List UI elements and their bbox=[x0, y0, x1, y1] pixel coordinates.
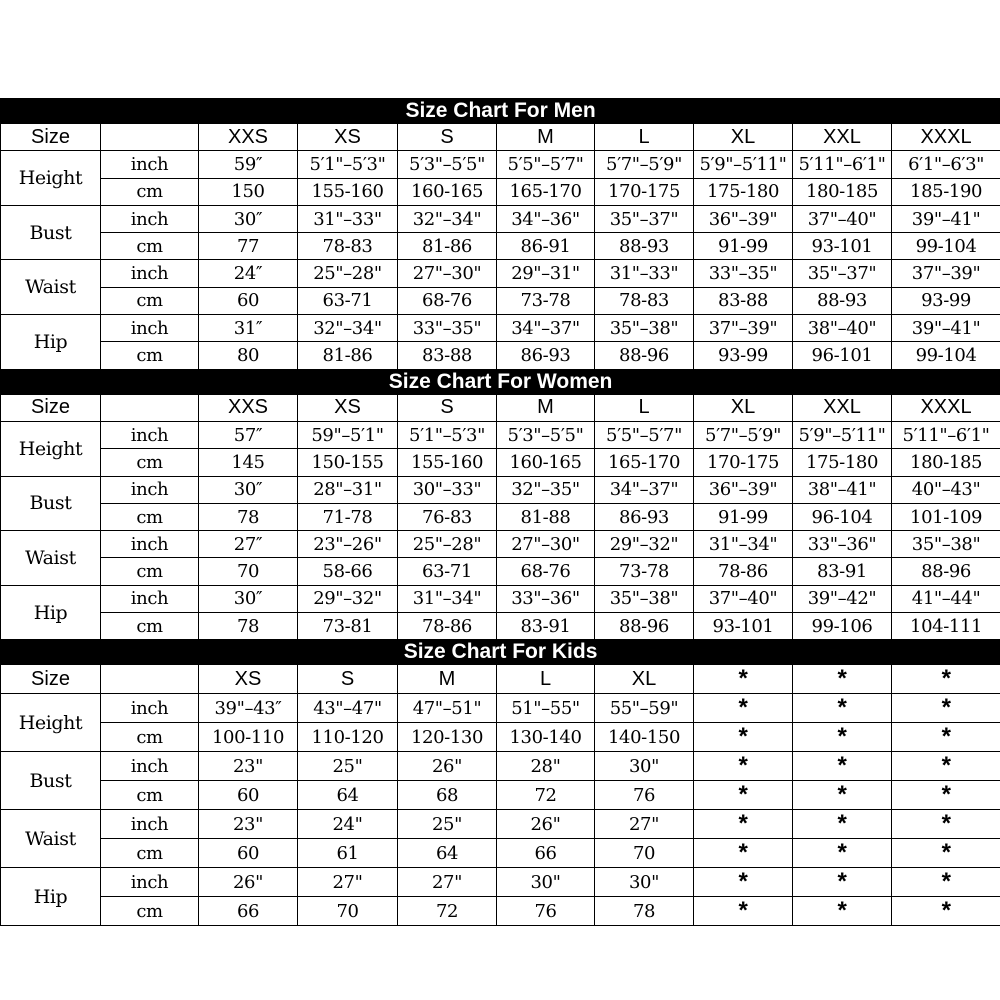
value-cell: 37"–39" bbox=[892, 260, 1000, 287]
value-cell: 88-96 bbox=[595, 613, 694, 640]
value-cell: 37"–39" bbox=[694, 315, 793, 342]
size-chart-table bbox=[0, 98, 1000, 926]
value-cell: 28"–31" bbox=[298, 476, 398, 503]
value-cell: 23" bbox=[199, 752, 298, 781]
value-cell: 39"–42" bbox=[793, 585, 892, 612]
value-cell: 30" bbox=[595, 752, 694, 781]
value-cell: 73-81 bbox=[298, 613, 398, 640]
size-header-cell: M bbox=[398, 665, 497, 694]
size-chart-for-women-title: Size Chart For Women bbox=[1, 369, 1000, 394]
value-cell: 73-78 bbox=[497, 287, 595, 314]
value-cell: 34"–37" bbox=[595, 476, 694, 503]
value-cell: 5′11"–6′1" bbox=[892, 421, 1000, 448]
value-cell: 160-165 bbox=[398, 178, 497, 205]
unit-label-inch: inch bbox=[101, 205, 199, 232]
bust-inch-row bbox=[1, 476, 1000, 503]
value-cell: 101-109 bbox=[892, 503, 1000, 530]
hip-cm-row bbox=[1, 342, 1000, 369]
value-cell: 78-86 bbox=[398, 613, 497, 640]
value-cell: 78 bbox=[595, 897, 694, 926]
value-cell: 76 bbox=[497, 897, 595, 926]
size-header-cell: XXL bbox=[793, 394, 892, 421]
unit-label-inch: inch bbox=[101, 810, 199, 839]
value-cell: * bbox=[793, 839, 892, 868]
measure-label-waist: Waist bbox=[1, 810, 101, 868]
waist-cm-row bbox=[1, 839, 1000, 868]
value-cell: 70 bbox=[298, 897, 398, 926]
value-cell: 91-99 bbox=[694, 503, 793, 530]
value-cell: 86-93 bbox=[595, 503, 694, 530]
size-header-cell: XS bbox=[199, 665, 298, 694]
size-header-cell: * bbox=[793, 665, 892, 694]
value-cell: 38"–41" bbox=[793, 476, 892, 503]
value-cell: 35"–38" bbox=[595, 585, 694, 612]
value-cell: 33"–36" bbox=[793, 531, 892, 558]
value-cell: 58-66 bbox=[298, 558, 398, 585]
unit-label-cm: cm bbox=[101, 178, 199, 205]
hip-inch-row bbox=[1, 585, 1000, 612]
hip-inch-row bbox=[1, 315, 1000, 342]
value-cell: 33"–36" bbox=[497, 585, 595, 612]
value-cell: 180-185 bbox=[793, 178, 892, 205]
value-cell: 93-99 bbox=[892, 287, 1000, 314]
value-cell: * bbox=[793, 694, 892, 723]
value-cell: 35"–38" bbox=[892, 531, 1000, 558]
value-cell: 5′3"–5′5" bbox=[497, 421, 595, 448]
value-cell: 39"–41" bbox=[892, 315, 1000, 342]
unit-label-cm: cm bbox=[101, 558, 199, 585]
value-cell: 27" bbox=[398, 868, 497, 897]
value-cell: 5′3"–5′5" bbox=[398, 151, 497, 178]
value-cell: 64 bbox=[398, 839, 497, 868]
value-cell: 61 bbox=[298, 839, 398, 868]
value-cell: * bbox=[892, 694, 1000, 723]
value-cell: 33"–35" bbox=[398, 315, 497, 342]
size-header-cell: XXXL bbox=[892, 394, 1000, 421]
value-cell: 31″ bbox=[199, 315, 298, 342]
value-cell: 34"–36" bbox=[497, 205, 595, 232]
value-cell: * bbox=[694, 839, 793, 868]
height-cm-row bbox=[1, 178, 1000, 205]
size-label: Size bbox=[1, 665, 101, 694]
unit-label-inch: inch bbox=[101, 315, 199, 342]
measure-label-waist: Waist bbox=[1, 531, 101, 586]
value-cell: 73-78 bbox=[595, 558, 694, 585]
value-cell: 88-93 bbox=[595, 233, 694, 260]
section-title-row bbox=[1, 369, 1000, 394]
waist-inch-row bbox=[1, 260, 1000, 287]
unit-label-cm: cm bbox=[101, 723, 199, 752]
value-cell: * bbox=[892, 810, 1000, 839]
unit-label-inch: inch bbox=[101, 421, 199, 448]
unit-label-cm: cm bbox=[101, 342, 199, 369]
value-cell: * bbox=[892, 868, 1000, 897]
value-cell: 27″ bbox=[199, 531, 298, 558]
value-cell: 160-165 bbox=[497, 449, 595, 476]
unit-label-inch: inch bbox=[101, 752, 199, 781]
value-cell: 110-120 bbox=[298, 723, 398, 752]
value-cell: 83-91 bbox=[793, 558, 892, 585]
unit-label-cm: cm bbox=[101, 503, 199, 530]
value-cell: 93-101 bbox=[694, 613, 793, 640]
value-cell: * bbox=[793, 868, 892, 897]
bust-cm-row bbox=[1, 503, 1000, 530]
value-cell: * bbox=[892, 839, 1000, 868]
value-cell: 47"–51" bbox=[398, 694, 497, 723]
value-cell: 33"–35" bbox=[694, 260, 793, 287]
waist-cm-row bbox=[1, 287, 1000, 314]
size-header-row bbox=[1, 124, 1000, 151]
blank-cell bbox=[101, 124, 199, 151]
unit-label-inch: inch bbox=[101, 476, 199, 503]
measure-label-height: Height bbox=[1, 421, 101, 476]
value-cell: * bbox=[793, 897, 892, 926]
value-cell: 51"–55" bbox=[497, 694, 595, 723]
value-cell: 76-83 bbox=[398, 503, 497, 530]
value-cell: 5′9"–5′11" bbox=[793, 421, 892, 448]
value-cell: 31"–33" bbox=[595, 260, 694, 287]
value-cell: 23"–26" bbox=[298, 531, 398, 558]
value-cell: * bbox=[892, 723, 1000, 752]
value-cell: 130-140 bbox=[497, 723, 595, 752]
value-cell: 5′7"–5′9" bbox=[694, 421, 793, 448]
value-cell: 165-170 bbox=[595, 449, 694, 476]
measure-label-height: Height bbox=[1, 694, 101, 752]
waist-inch-row bbox=[1, 810, 1000, 839]
value-cell: 30″ bbox=[199, 205, 298, 232]
value-cell: 76 bbox=[595, 781, 694, 810]
hip-cm-row bbox=[1, 897, 1000, 926]
value-cell: 39"–41" bbox=[892, 205, 1000, 232]
value-cell: 27"–30" bbox=[398, 260, 497, 287]
value-cell: 185-190 bbox=[892, 178, 1000, 205]
size-header-cell: L bbox=[595, 394, 694, 421]
measure-label-hip: Hip bbox=[1, 315, 101, 370]
value-cell: 155-160 bbox=[298, 178, 398, 205]
size-header-cell: L bbox=[497, 665, 595, 694]
value-cell: 30" bbox=[595, 868, 694, 897]
value-cell: 68-76 bbox=[398, 287, 497, 314]
size-header-cell: XS bbox=[298, 394, 398, 421]
value-cell: 30"–33" bbox=[398, 476, 497, 503]
unit-label-cm: cm bbox=[101, 449, 199, 476]
value-cell: 93-101 bbox=[793, 233, 892, 260]
value-cell: * bbox=[694, 694, 793, 723]
value-cell: 88-96 bbox=[892, 558, 1000, 585]
size-label: Size bbox=[1, 394, 101, 421]
value-cell: 43"–47" bbox=[298, 694, 398, 723]
size-header-cell: M bbox=[497, 394, 595, 421]
waist-inch-row bbox=[1, 531, 1000, 558]
value-cell: 86-91 bbox=[497, 233, 595, 260]
value-cell: 70 bbox=[199, 558, 298, 585]
unit-label-inch: inch bbox=[101, 694, 199, 723]
value-cell: * bbox=[793, 810, 892, 839]
value-cell: * bbox=[793, 723, 892, 752]
value-cell: 31"–33" bbox=[298, 205, 398, 232]
measure-label-waist: Waist bbox=[1, 260, 101, 315]
size-header-cell: XXL bbox=[793, 124, 892, 151]
size-header-cell: S bbox=[298, 665, 398, 694]
value-cell: 88-93 bbox=[793, 287, 892, 314]
value-cell: 83-88 bbox=[694, 287, 793, 314]
measure-label-bust: Bust bbox=[1, 205, 101, 260]
value-cell: 40"–43" bbox=[892, 476, 1000, 503]
value-cell: 57″ bbox=[199, 421, 298, 448]
size-header-cell: XXS bbox=[199, 394, 298, 421]
value-cell: 6′1"–6′3" bbox=[892, 151, 1000, 178]
value-cell: 27" bbox=[595, 810, 694, 839]
value-cell: 78 bbox=[199, 503, 298, 530]
unit-label-inch: inch bbox=[101, 531, 199, 558]
measure-label-height: Height bbox=[1, 151, 101, 206]
measure-label-bust: Bust bbox=[1, 476, 101, 531]
value-cell: 24″ bbox=[199, 260, 298, 287]
value-cell: 26" bbox=[199, 868, 298, 897]
value-cell: 32"–34" bbox=[298, 315, 398, 342]
value-cell: 60 bbox=[199, 287, 298, 314]
value-cell: 5′9"–5′11" bbox=[694, 151, 793, 178]
value-cell: 59"–5′1" bbox=[298, 421, 398, 448]
size-header-cell: XXXL bbox=[892, 124, 1000, 151]
unit-label-cm: cm bbox=[101, 233, 199, 260]
value-cell: 99-104 bbox=[892, 233, 1000, 260]
value-cell: 78-83 bbox=[595, 287, 694, 314]
size-header-row bbox=[1, 665, 1000, 694]
height-cm-row bbox=[1, 723, 1000, 752]
value-cell: 35"–37" bbox=[793, 260, 892, 287]
value-cell: * bbox=[892, 781, 1000, 810]
value-cell: 83-91 bbox=[497, 613, 595, 640]
value-cell: * bbox=[694, 723, 793, 752]
height-cm-row bbox=[1, 449, 1000, 476]
value-cell: 145 bbox=[199, 449, 298, 476]
value-cell: 66 bbox=[497, 839, 595, 868]
value-cell: 88-96 bbox=[595, 342, 694, 369]
value-cell: 31"–34" bbox=[398, 585, 497, 612]
value-cell: 120-130 bbox=[398, 723, 497, 752]
value-cell: 63-71 bbox=[298, 287, 398, 314]
bust-cm-row bbox=[1, 781, 1000, 810]
value-cell: 81-86 bbox=[398, 233, 497, 260]
value-cell: * bbox=[892, 897, 1000, 926]
value-cell: 91-99 bbox=[694, 233, 793, 260]
value-cell: * bbox=[694, 868, 793, 897]
measure-label-hip: Hip bbox=[1, 585, 101, 640]
unit-label-cm: cm bbox=[101, 839, 199, 868]
value-cell: 96-101 bbox=[793, 342, 892, 369]
value-cell: 99-106 bbox=[793, 613, 892, 640]
value-cell: 36"–39" bbox=[694, 205, 793, 232]
bust-inch-row bbox=[1, 205, 1000, 232]
value-cell: * bbox=[892, 752, 1000, 781]
size-chart-for-men-title: Size Chart For Men bbox=[1, 99, 1000, 124]
size-header-cell: XXS bbox=[199, 124, 298, 151]
value-cell: 26" bbox=[497, 810, 595, 839]
unit-label-cm: cm bbox=[101, 781, 199, 810]
value-cell: 25"–28" bbox=[398, 531, 497, 558]
value-cell: 66 bbox=[199, 897, 298, 926]
value-cell: 31"–34" bbox=[694, 531, 793, 558]
value-cell: 64 bbox=[298, 781, 398, 810]
value-cell: * bbox=[793, 752, 892, 781]
value-cell: 100-110 bbox=[199, 723, 298, 752]
value-cell: 37"–40" bbox=[793, 205, 892, 232]
value-cell: 93-99 bbox=[694, 342, 793, 369]
unit-label-inch: inch bbox=[101, 868, 199, 897]
size-header-cell: XS bbox=[298, 124, 398, 151]
value-cell: 81-88 bbox=[497, 503, 595, 530]
value-cell: 32"–35" bbox=[497, 476, 595, 503]
value-cell: 68 bbox=[398, 781, 497, 810]
value-cell: * bbox=[694, 897, 793, 926]
value-cell: 72 bbox=[398, 897, 497, 926]
value-cell: 5′5"–5′7" bbox=[595, 421, 694, 448]
value-cell: * bbox=[694, 810, 793, 839]
value-cell: 71-78 bbox=[298, 503, 398, 530]
value-cell: 5′5"–5′7" bbox=[497, 151, 595, 178]
value-cell: 78-86 bbox=[694, 558, 793, 585]
section-title-row bbox=[1, 99, 1000, 124]
size-header-cell: * bbox=[892, 665, 1000, 694]
value-cell: 77 bbox=[199, 233, 298, 260]
hip-cm-row bbox=[1, 613, 1000, 640]
size-header-cell: XL bbox=[694, 394, 793, 421]
value-cell: * bbox=[694, 752, 793, 781]
unit-label-inch: inch bbox=[101, 260, 199, 287]
value-cell: 86-93 bbox=[497, 342, 595, 369]
value-cell: 25" bbox=[398, 810, 497, 839]
measure-label-hip: Hip bbox=[1, 868, 101, 926]
height-inch-row bbox=[1, 151, 1000, 178]
value-cell: 26" bbox=[398, 752, 497, 781]
waist-cm-row bbox=[1, 558, 1000, 585]
value-cell: 5′11"–6′1" bbox=[793, 151, 892, 178]
value-cell: 63-71 bbox=[398, 558, 497, 585]
value-cell: 30″ bbox=[199, 476, 298, 503]
value-cell: * bbox=[793, 781, 892, 810]
value-cell: 104-111 bbox=[892, 613, 1000, 640]
value-cell: 32"–34" bbox=[398, 205, 497, 232]
size-header-cell: M bbox=[497, 124, 595, 151]
value-cell: 80 bbox=[199, 342, 298, 369]
size-label: Size bbox=[1, 124, 101, 151]
value-cell: 41"–44" bbox=[892, 585, 1000, 612]
value-cell: 175-180 bbox=[793, 449, 892, 476]
value-cell: 78-83 bbox=[298, 233, 398, 260]
size-header-cell: XL bbox=[595, 665, 694, 694]
blank-cell bbox=[101, 394, 199, 421]
blank-cell bbox=[101, 665, 199, 694]
value-cell: 55"–59" bbox=[595, 694, 694, 723]
value-cell: 28" bbox=[497, 752, 595, 781]
value-cell: 5′1"–5′3" bbox=[398, 421, 497, 448]
size-header-row bbox=[1, 394, 1000, 421]
value-cell: 72 bbox=[497, 781, 595, 810]
value-cell: 30" bbox=[497, 868, 595, 897]
value-cell: 34"–37" bbox=[497, 315, 595, 342]
value-cell: 170-175 bbox=[595, 178, 694, 205]
value-cell: 70 bbox=[595, 839, 694, 868]
unit-label-inch: inch bbox=[101, 151, 199, 178]
value-cell: 78 bbox=[199, 613, 298, 640]
value-cell: 37"–40" bbox=[694, 585, 793, 612]
value-cell: 35"–38" bbox=[595, 315, 694, 342]
size-chart-for-kids-title: Size Chart For Kids bbox=[1, 640, 1000, 665]
unit-label-inch: inch bbox=[101, 585, 199, 612]
value-cell: 30″ bbox=[199, 585, 298, 612]
hip-inch-row bbox=[1, 868, 1000, 897]
value-cell: 83-88 bbox=[398, 342, 497, 369]
value-cell: 39"–43″ bbox=[199, 694, 298, 723]
size-header-cell: * bbox=[694, 665, 793, 694]
value-cell: 29"–31" bbox=[497, 260, 595, 287]
value-cell: 175-180 bbox=[694, 178, 793, 205]
value-cell: 96-104 bbox=[793, 503, 892, 530]
value-cell: 23" bbox=[199, 810, 298, 839]
value-cell: 25"–28" bbox=[298, 260, 398, 287]
size-header-cell: S bbox=[398, 394, 497, 421]
size-header-cell: XL bbox=[694, 124, 793, 151]
height-inch-row bbox=[1, 694, 1000, 723]
value-cell: 170-175 bbox=[694, 449, 793, 476]
value-cell: 180-185 bbox=[892, 449, 1000, 476]
section-title-row bbox=[1, 640, 1000, 665]
value-cell: 36"–39" bbox=[694, 476, 793, 503]
value-cell: 27"–30" bbox=[497, 531, 595, 558]
size-header-cell: L bbox=[595, 124, 694, 151]
value-cell: 155-160 bbox=[398, 449, 497, 476]
value-cell: 24" bbox=[298, 810, 398, 839]
value-cell: 5′7"–5′9" bbox=[595, 151, 694, 178]
size-header-cell: S bbox=[398, 124, 497, 151]
value-cell: * bbox=[694, 781, 793, 810]
value-cell: 29"–32" bbox=[595, 531, 694, 558]
value-cell: 68-76 bbox=[497, 558, 595, 585]
measure-label-bust: Bust bbox=[1, 752, 101, 810]
value-cell: 99-104 bbox=[892, 342, 1000, 369]
unit-label-cm: cm bbox=[101, 897, 199, 926]
value-cell: 5′1"–5′3" bbox=[298, 151, 398, 178]
value-cell: 140-150 bbox=[595, 723, 694, 752]
value-cell: 60 bbox=[199, 781, 298, 810]
bust-inch-row bbox=[1, 752, 1000, 781]
value-cell: 81-86 bbox=[298, 342, 398, 369]
unit-label-cm: cm bbox=[101, 613, 199, 640]
value-cell: 25" bbox=[298, 752, 398, 781]
value-cell: 38"–40" bbox=[793, 315, 892, 342]
value-cell: 35"–37" bbox=[595, 205, 694, 232]
unit-label-cm: cm bbox=[101, 287, 199, 314]
value-cell: 29"–32" bbox=[298, 585, 398, 612]
bust-cm-row bbox=[1, 233, 1000, 260]
value-cell: 59″ bbox=[199, 151, 298, 178]
height-inch-row bbox=[1, 421, 1000, 448]
value-cell: 150 bbox=[199, 178, 298, 205]
value-cell: 165-170 bbox=[497, 178, 595, 205]
value-cell: 150-155 bbox=[298, 449, 398, 476]
value-cell: 27" bbox=[298, 868, 398, 897]
value-cell: 60 bbox=[199, 839, 298, 868]
